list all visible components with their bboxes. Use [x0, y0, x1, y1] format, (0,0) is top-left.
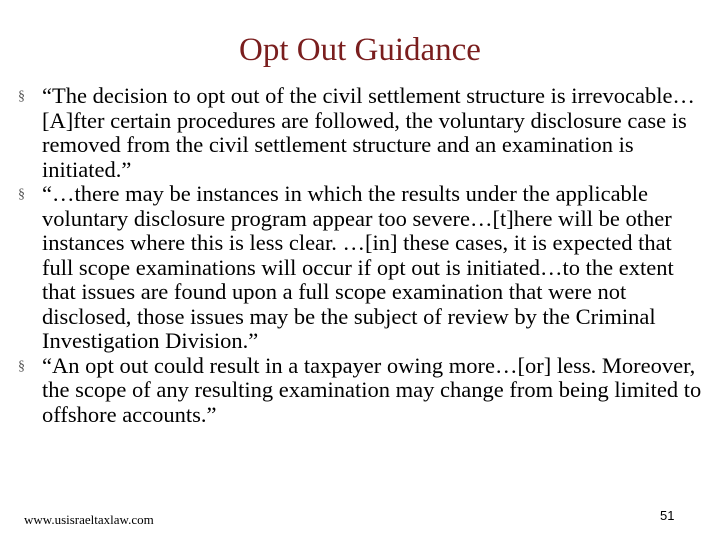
bullet-item-3: [18, 354, 704, 428]
footer-url: www.usisraeltaxlaw.com: [24, 512, 154, 527]
bullet-item-2: [18, 182, 704, 354]
bullet-item-1: [18, 84, 704, 182]
page-number: 51: [660, 508, 675, 523]
bullet-text-3: “An opt out could result in a taxpayer owing more…[or] less. Moreover, the scope of any resulting examination may change from being limited to offshore accounts.”: [42, 352, 702, 427]
slide-title: Opt Out Guidance: [239, 32, 481, 68]
bullet-text-2: “…there may be instances in which the results under the applicable voluntary disclosure program appear too severe…[t]here will be other instances where this is less clear. …[in] these cases, it is expected that full scope examinations will occur if opt out is initiated…to the extent that issues are found upon a full scope examination that were not disclosed, those issues may be the subject of review by the Criminal Investigation Division.”: [42, 181, 674, 353]
square-bullet-icon: §: [18, 187, 25, 202]
bullet-list: [18, 84, 704, 427]
bullet-text-1: “The decision to opt out of the civil settlement structure is irrevocable…[A]fter certain procedures are followed, the voluntary disclosure case is removed from the civil settlement structure and an examination is initiated.”: [42, 83, 695, 182]
square-bullet-icon: §: [18, 89, 25, 104]
square-bullet-icon: §: [18, 358, 25, 374]
